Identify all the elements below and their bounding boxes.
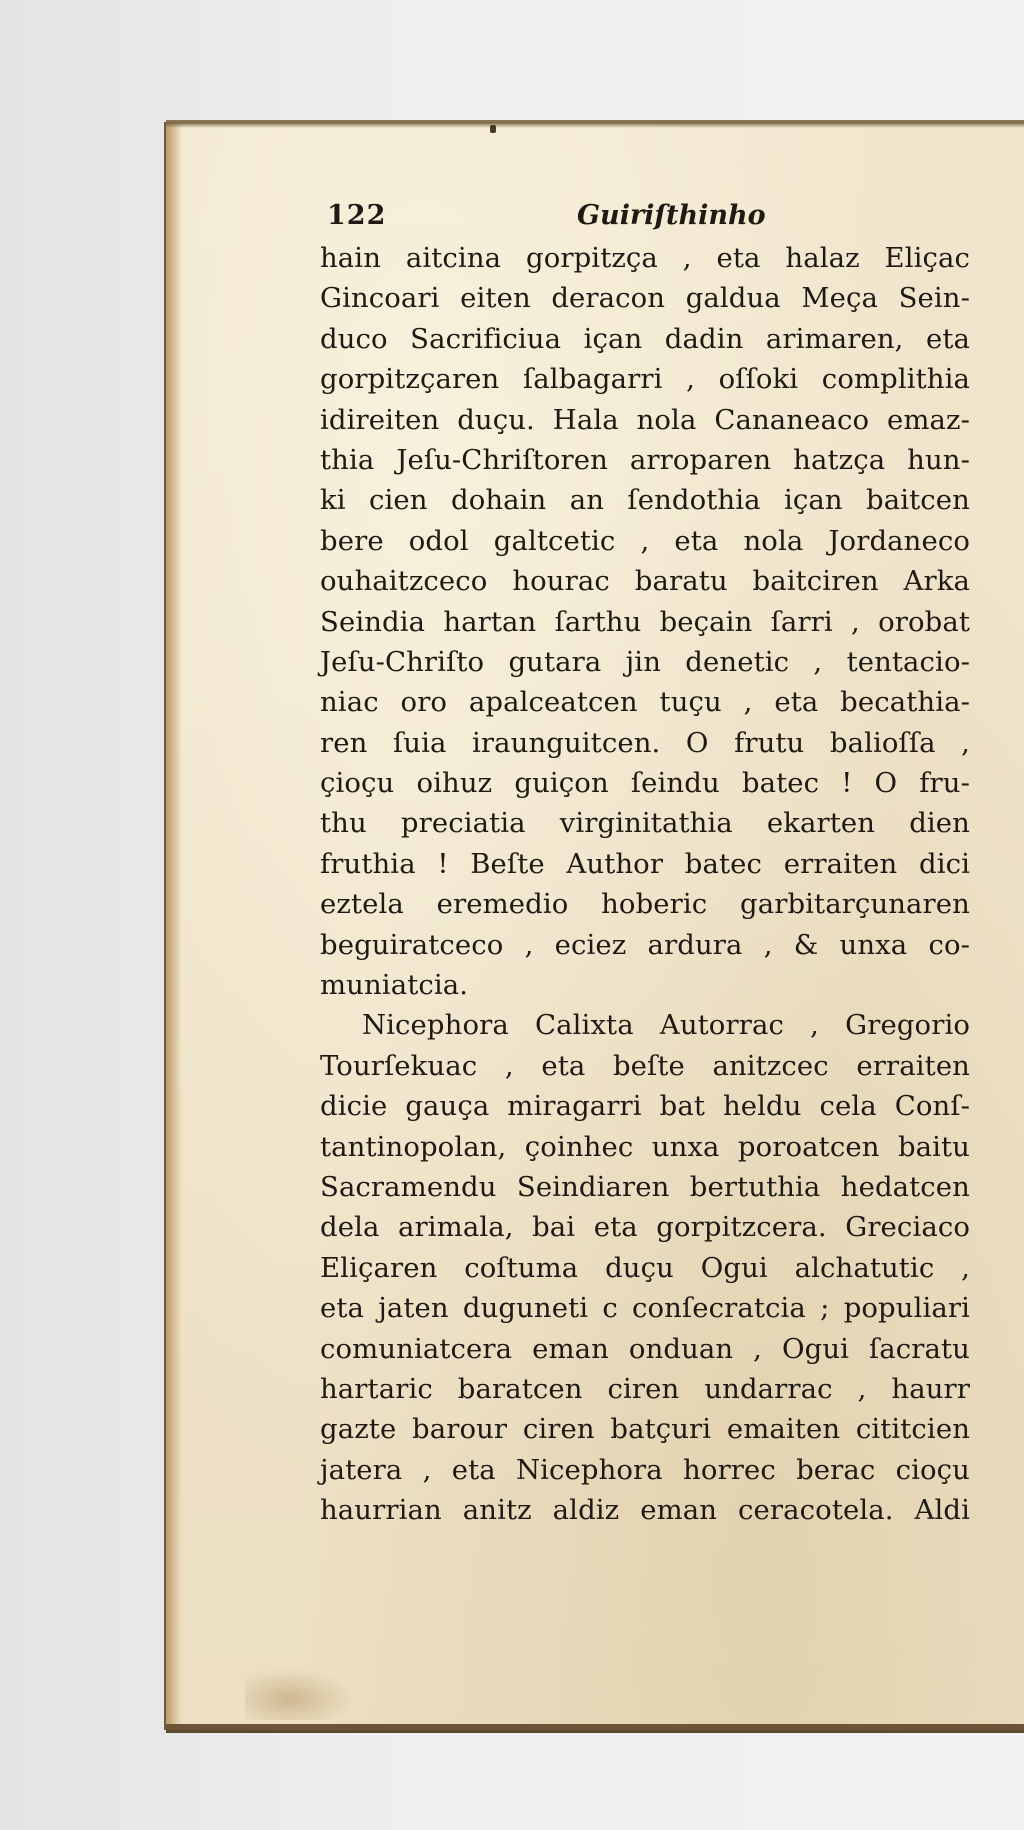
text-line: bere odol galtcetic , eta nola Jordaneco	[320, 524, 970, 557]
text-line: haurrian anitz aldiz eman ceracotela. Aldi	[320, 1494, 970, 1527]
text-line: thu preciatia virginitathia ekarten dien	[320, 807, 970, 840]
text-line: ouhaitzceco hourac baratu baitciren Arka	[320, 565, 970, 598]
text-line: gazte barour ciren batçuri emaiten cititcien	[320, 1413, 970, 1446]
page-bottom-edge	[166, 1724, 1024, 1730]
text-line: Gincoari eiten deracon galdua Meça Sein-	[320, 282, 970, 315]
text-line: ki cien dohain an ſendothia içan baitcen	[320, 484, 970, 517]
running-title: Guiriſthinho	[577, 200, 766, 231]
text-line: comuniatcera eman onduan , Ogui ſacratu	[320, 1332, 970, 1365]
text-line: eztela eremedio hoberic garbitarçunaren	[320, 888, 970, 921]
paragraph-end-line: muniatcia.	[320, 969, 469, 1002]
text-line: duco Sacrificiua içan dadin arimaren, eta	[320, 322, 970, 355]
text-line: niac oro apalceatcen tuçu , eta becathia-	[320, 686, 970, 719]
text-line: Eliçaren coſtuma duçu Ogui alchatutic ,	[320, 1251, 970, 1284]
text-line: dicie gauça miragarri bat heldu cela Conſ-	[320, 1090, 970, 1123]
page-left-edge	[166, 122, 182, 1730]
top-ornament-mark	[490, 125, 496, 133]
text-line: fruthia ! Beſte Author batec erraiten dici	[320, 847, 970, 880]
text-line: idireiten duçu. Hala nola Cananeaco emaz-	[320, 403, 970, 436]
text-line: hartaric baratcen ciren undarrac , haurr	[320, 1372, 970, 1405]
paragraph-start-line: Nicephora Calixta Autorrac , Gregorio	[362, 1009, 970, 1042]
text-line: thia Jeſu-Chriſtoren arroparen hatzça hun-	[320, 443, 970, 476]
body-text	[320, 238, 970, 1531]
text-line: Jeſu-Chriſto gutara jin denetic , tentacio-	[320, 645, 970, 678]
text-line: beguiratceco , eciez ardura , & unxa co-	[320, 928, 970, 961]
text-line: çioçu oihuz guiçon ſeindu batec ! O fru-	[320, 767, 970, 800]
paper-stain	[245, 1668, 355, 1720]
text-line: hain aitcina gorpitzça , eta halaz Eliçac	[320, 242, 970, 274]
text-line: tantinopolan, çoinhec unxa poroatcen baitu	[320, 1130, 970, 1163]
text-line: dela arimala, bai eta gorpitzcera. Greciaco	[320, 1211, 970, 1244]
text-line: ren ſuia iraunguitcen. O frutu balioſſa ,	[320, 726, 970, 759]
text-line: Sacramendu Seindiaren bertuthia hedatcen	[320, 1170, 970, 1203]
text-line: eta jaten duguneti c conſecratcia ; populiari	[320, 1292, 970, 1325]
text-line: Tourſekuac , eta beſte anitzcec erraiten	[320, 1049, 970, 1082]
running-head	[327, 200, 967, 236]
text-line: Seindia hartan ſarthu beçain ſarri , orobat	[320, 605, 970, 638]
page-number: 122	[327, 200, 387, 231]
page-top-edge	[166, 122, 1024, 128]
text-line: gorpitzçaren ſalbagarri , oſſoki complithia	[320, 363, 970, 396]
text-line: jatera , eta Nicephora horrec berac cioçu	[320, 1453, 970, 1486]
